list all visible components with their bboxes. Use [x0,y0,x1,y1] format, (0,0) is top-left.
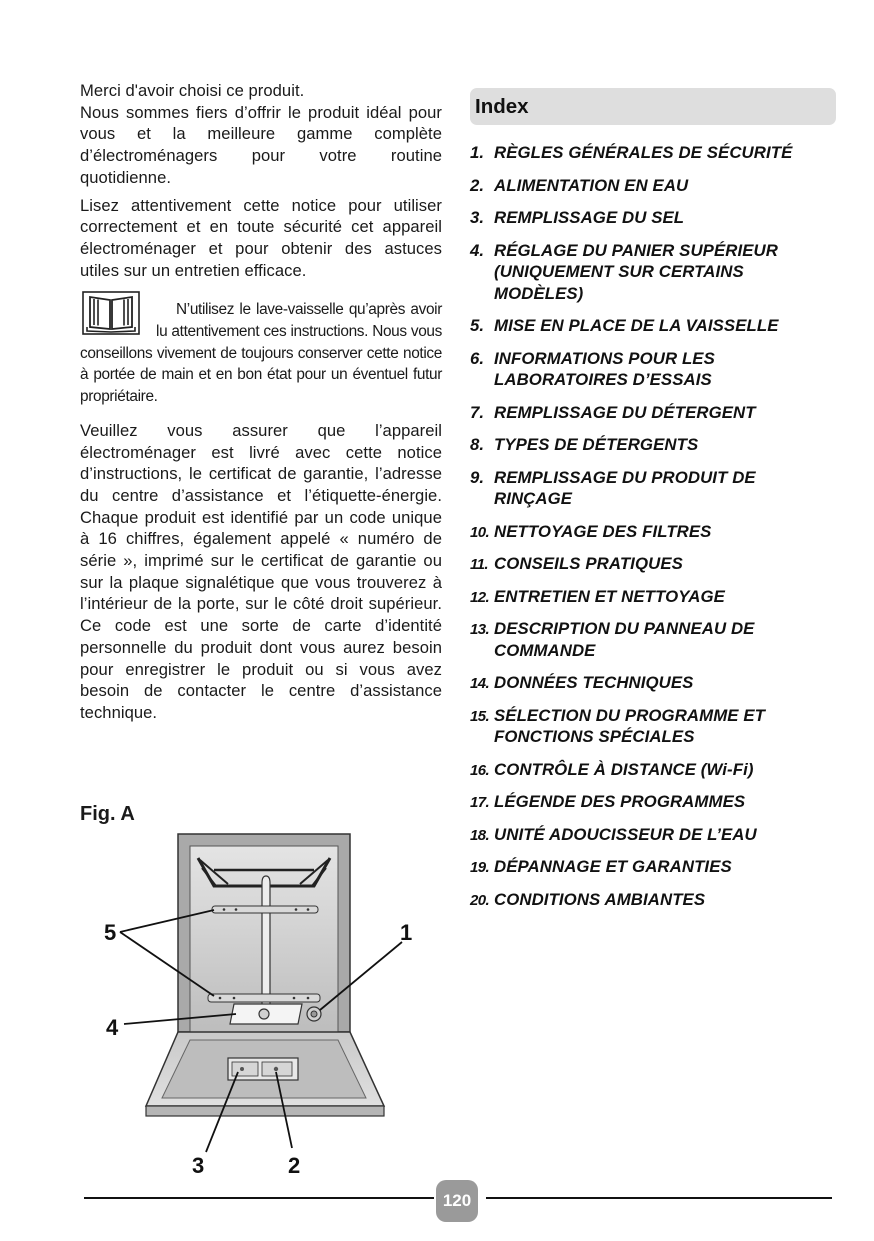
index-item[interactable]: 5. MISE EN PLACE DE LA VAISSELLE [470,316,779,335]
index-item[interactable]: 10. NETTOYAGE DES FILTRES [470,521,712,541]
intro-column [80,80,442,732]
read-manual-note [80,299,442,408]
callout-2: 2 [288,1153,301,1178]
intro-pride-text: Nous sommes fiers d’offrir le produit idéal pour vous et la meilleure gamme complète d’électroménagers pour votre routine quotidienne. [80,102,442,187]
intro-paragraph-2: Lisez attentivement cette notice pour utiliser correctement et en toute sécurité cet appareil électroménager et pour obtenir des astuces utiles sur un entretien efficace. [80,195,442,280]
index-item[interactable]: 16. CONTRÔLE À DISTANCE (Wi-Fi) [470,759,754,779]
index-column [470,88,836,921]
book-icon [82,291,140,335]
index-item[interactable]: 7. REMPLISSAGE DU DÉTERGENT [470,402,756,422]
index-item[interactable]: 18. UNITÉ ADOUCISSEUR DE L’EAU [470,824,757,844]
intro-thanks: Merci d'avoir choisi ce produit. [80,81,305,100]
index-item[interactable]: 9. REMPLISSAGE DU PRODUIT DE RINÇAGE [470,467,756,508]
index-item[interactable]: 12. ENTRETIEN ET NETTOYAGE [470,586,725,606]
index-item[interactable]: 11. CONSEILS PRATIQUES [470,554,683,573]
index-item[interactable]: 2. ALIMENTATION EN EAU [470,175,689,195]
index-list [470,142,836,910]
callout-3: 3 [192,1153,205,1178]
index-item[interactable]: 15. SÉLECTION DU PROGRAMME ET FONCTIONS SPÉCIALES [470,705,766,746]
callout-4: 4 [106,1015,119,1040]
index-item[interactable]: 4. RÉGLAGE DU PANIER SUPÉRIEUR (UNIQUEMENT SUR CERTAINS MODÈLES) [470,240,778,303]
index-item[interactable]: 20. CONDITIONS AMBIANTES [470,889,706,909]
index-item[interactable]: 17. LÉGENDE DES PROGRAMMES [470,792,746,811]
page-number: 120 [436,1180,478,1222]
upper-spray-arm [212,906,318,913]
index-item[interactable]: 14. DONNÉES TECHNIQUES [470,673,694,692]
index-item[interactable]: 3. REMPLISSAGE DU SEL [470,208,685,227]
read-manual-text: N’utilisez le lave-vaisselle qu’après avoir lu attentivement ces instructions. Nous vous conseillons vivement de toujours conserver cette notice à portée de main et en bon état pour un éventuel futur propriétaire. [80,301,442,406]
index-item[interactable]: 8. TYPES DE DÉTERGENTS [470,435,699,454]
figure-title: Fig. A [80,803,135,825]
dishwasher-illustration [96,828,436,1188]
index-item[interactable]: 19. DÉPANNAGE ET GARANTIES [470,857,732,876]
water-pipe [262,876,270,1010]
callout-5: 5 [104,920,117,945]
footer-rule-left [84,1197,434,1199]
index-item[interactable]: 13. DESCRIPTION DU PANNEAU DE COMMANDE [470,619,755,660]
index-title: Index [470,88,836,125]
lower-spray-arm [208,994,320,1002]
footer-rule-right [486,1197,832,1199]
callout-1: 1 [400,920,413,945]
index-item[interactable]: 1. RÈGLES GÉNÉRALES DE SÉCURITÉ [470,143,793,162]
intro-paragraph-3: Veuillez vous assurer que l’appareil électroménager est livré avec cette notice d’instructions, le certificat de garantie, l’adresse du centre d’assistance et l’étiquette-énergie. Chaque produit est identifié par un code unique à 16 chiffres, également appelé « numéro de série », imprimé sur le certificat de garantie ou sur la plaque signalétique que vous trouverez à l’intérieur de la porte, sur le côté droit supérieur. Ce code est une sorte de carte d’identité personnelle du produit dont vous aurez besoin pour enregistrer le produit ou si vous avez besoin de contacter le centre d’assistance technique. [80,420,442,722]
intro-paragraph-1 [80,80,442,189]
index-item[interactable]: 6. INFORMATIONS POUR LES LABORATOIRES D’ESSAIS [470,348,715,389]
